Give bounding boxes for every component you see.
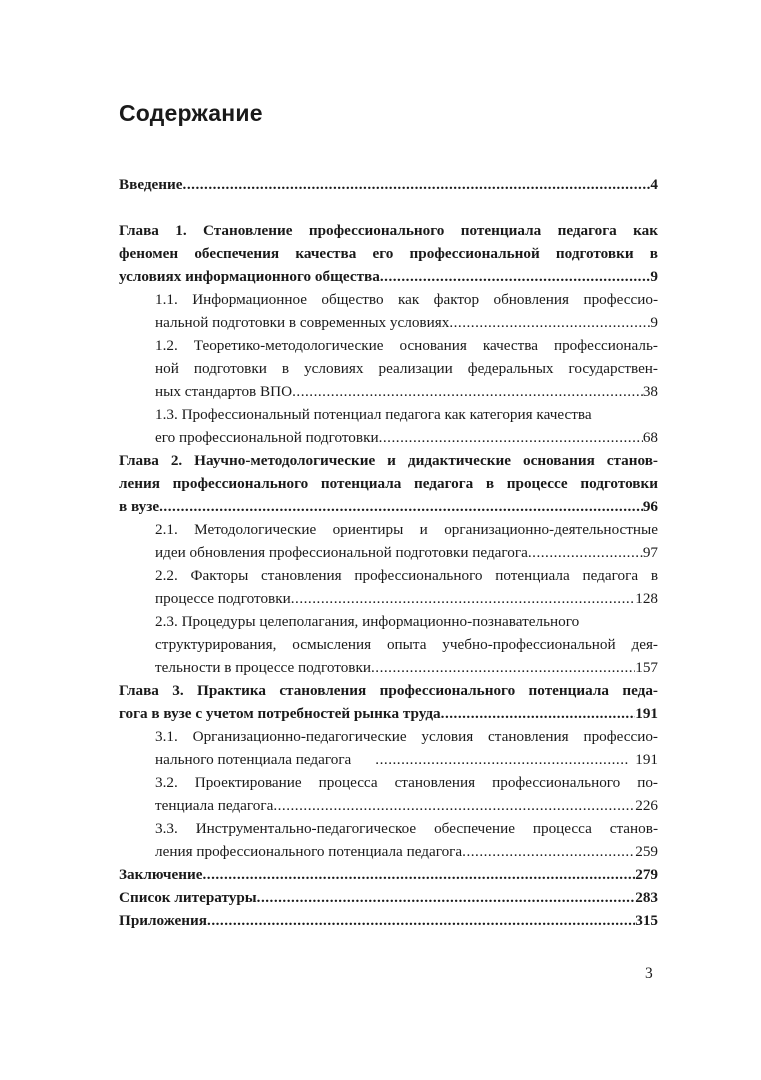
dot-leader [380, 265, 651, 289]
toc-section-1-1-line-2[interactable] [155, 311, 658, 335]
page-title: Содержание [119, 100, 263, 126]
dot-leader [441, 702, 636, 726]
toc-page-number: 157 [635, 659, 658, 676]
toc-page-number: 283 [635, 889, 658, 906]
dot-leader [449, 311, 650, 335]
toc-entry-label: тенциала педагога [155, 797, 274, 814]
toc-page-number: 9 [650, 314, 658, 331]
dot-leader [159, 495, 643, 519]
toc-section-2-3-line-3[interactable] [155, 656, 658, 680]
dot-leader [273, 794, 635, 818]
toc-entry-label: ления профессионального потенциала педагога [155, 843, 463, 860]
dot-leader [462, 840, 635, 864]
dot-leader [291, 587, 635, 611]
toc-entry-label: нального потенциала педагога [155, 751, 352, 768]
toc-section-2-1-line-1[interactable]: 2.1. Методологические ориентиры и организационно-деятельностные [155, 521, 658, 538]
toc-page-number: 191 [635, 751, 658, 768]
toc-entry-label: Заключение [119, 866, 203, 883]
toc-section-1-1-line-1[interactable]: 1.1. Информационное общество как фактор обновления профессио- [155, 291, 658, 308]
toc-section-1-2-line-2[interactable]: ной подготовки в условиях реализации федеральных государствен- [155, 360, 658, 377]
dot-leader [202, 863, 635, 887]
toc-entry-label: нальной подготовки в современных условиях [155, 314, 450, 331]
toc-section-2-2-line-1[interactable]: 2.2. Факторы становления профессионального потенциала педагога в [155, 567, 658, 584]
toc-chapter-1-line-1[interactable]: Глава 1. Становление профессионального потенциала педагога как [119, 222, 658, 239]
toc-section-1-2-line-1[interactable]: 1.2. Теоретико-методологические основания качества профессиональ- [155, 337, 658, 354]
dot-leader [379, 426, 643, 450]
toc-page-number: 97 [642, 544, 658, 561]
dot-leader [292, 380, 643, 404]
toc-entry-references[interactable] [119, 886, 658, 910]
toc-entry-conclusion[interactable] [119, 863, 658, 887]
toc-section-2-2-line-2[interactable] [155, 587, 658, 611]
toc-entry-label: Приложения [119, 912, 208, 929]
toc-entry-label: в вузе [119, 498, 160, 515]
toc-section-2-3-line-2[interactable]: структурирования, осмысления опыта учебно-профессиональной дея- [155, 636, 658, 653]
toc-chapter-2-line-1[interactable]: Глава 2. Научно-методологические и дидактические основания станов- [119, 452, 658, 469]
toc-chapter-1-line-2[interactable]: феномен обеспечения качества его профессиональной подготовки в [119, 245, 658, 262]
toc-chapter-2-line-2[interactable]: ления профессионального потенциала педагога в процессе подготовки [119, 475, 658, 492]
toc-page-number: 191 [635, 705, 658, 722]
toc-section-1-2-line-3[interactable] [155, 380, 658, 404]
toc-page-number: 68 [642, 429, 658, 446]
toc-page-number: 96 [642, 498, 658, 515]
toc-page-number: 9 [650, 268, 658, 285]
toc-page-number: 38 [642, 383, 658, 400]
dot-leader [375, 748, 629, 772]
toc-entry-label: процессе подготовки [155, 590, 291, 607]
toc-chapter-2-line-3[interactable] [119, 495, 658, 519]
toc-section-3-3-line-1[interactable]: 3.3. Инструментально-педагогическое обеспечение процесса станов- [155, 820, 658, 837]
dot-leader [257, 886, 636, 910]
toc-section-2-3-line-1[interactable]: 2.3. Процедуры целеполагания, информационно-познавательного [155, 613, 580, 630]
toc-entry-label: его профессиональной подготовки [155, 429, 379, 446]
toc-entry-appendices[interactable] [119, 909, 658, 933]
toc-page-number: 279 [635, 866, 658, 883]
toc-chapter-1-line-3[interactable] [119, 265, 658, 289]
toc-section-2-1-line-2[interactable] [155, 541, 658, 565]
page-number: 3 [645, 965, 653, 982]
dot-leader [207, 909, 635, 933]
toc-entry-label: Введение [119, 176, 183, 193]
toc-page-number: 315 [635, 912, 658, 929]
dot-leader [528, 541, 643, 565]
toc-section-1-3-line-1[interactable]: 1.3. Профессиональный потенциал педагога как категория качества [155, 406, 592, 423]
toc-entry-label: гога в вузе с учетом потребностей рынка труда [119, 705, 441, 722]
toc-section-1-3-line-2[interactable] [155, 426, 658, 450]
toc-entry-label: условиях информационного общества [119, 268, 380, 285]
toc-entry-label: тельности в процессе подготовки [155, 659, 371, 676]
toc-chapter-3-line-1[interactable]: Глава 3. Практика становления профессионального потенциала педа- [119, 682, 658, 699]
toc-section-3-3-line-2[interactable] [155, 840, 658, 864]
dot-leader [371, 656, 635, 680]
toc-entry-label: ных стандартов ВПО [155, 383, 293, 400]
toc-section-3-2-line-2[interactable] [155, 794, 658, 818]
toc-page-number: 259 [635, 843, 658, 860]
toc-chapter-3-line-2[interactable] [119, 702, 658, 726]
dot-leader [183, 173, 651, 197]
toc-page-number: 4 [650, 176, 658, 193]
toc-page-number: 128 [635, 590, 658, 607]
toc-entry-intro[interactable] [119, 173, 658, 197]
toc-section-3-1-line-1[interactable]: 3.1. Организационно-педагогические условия становления профессио- [155, 728, 658, 745]
toc-entry-label: идеи обновления профессиональной подготовки педагога [155, 544, 528, 561]
toc-entry-label: Список литературы [119, 889, 257, 906]
toc-section-3-2-line-1[interactable]: 3.2. Проектирование процесса становления профессионального по- [155, 774, 658, 791]
toc-section-3-1-line-2[interactable] [155, 748, 658, 772]
toc-page-number: 226 [635, 797, 658, 814]
